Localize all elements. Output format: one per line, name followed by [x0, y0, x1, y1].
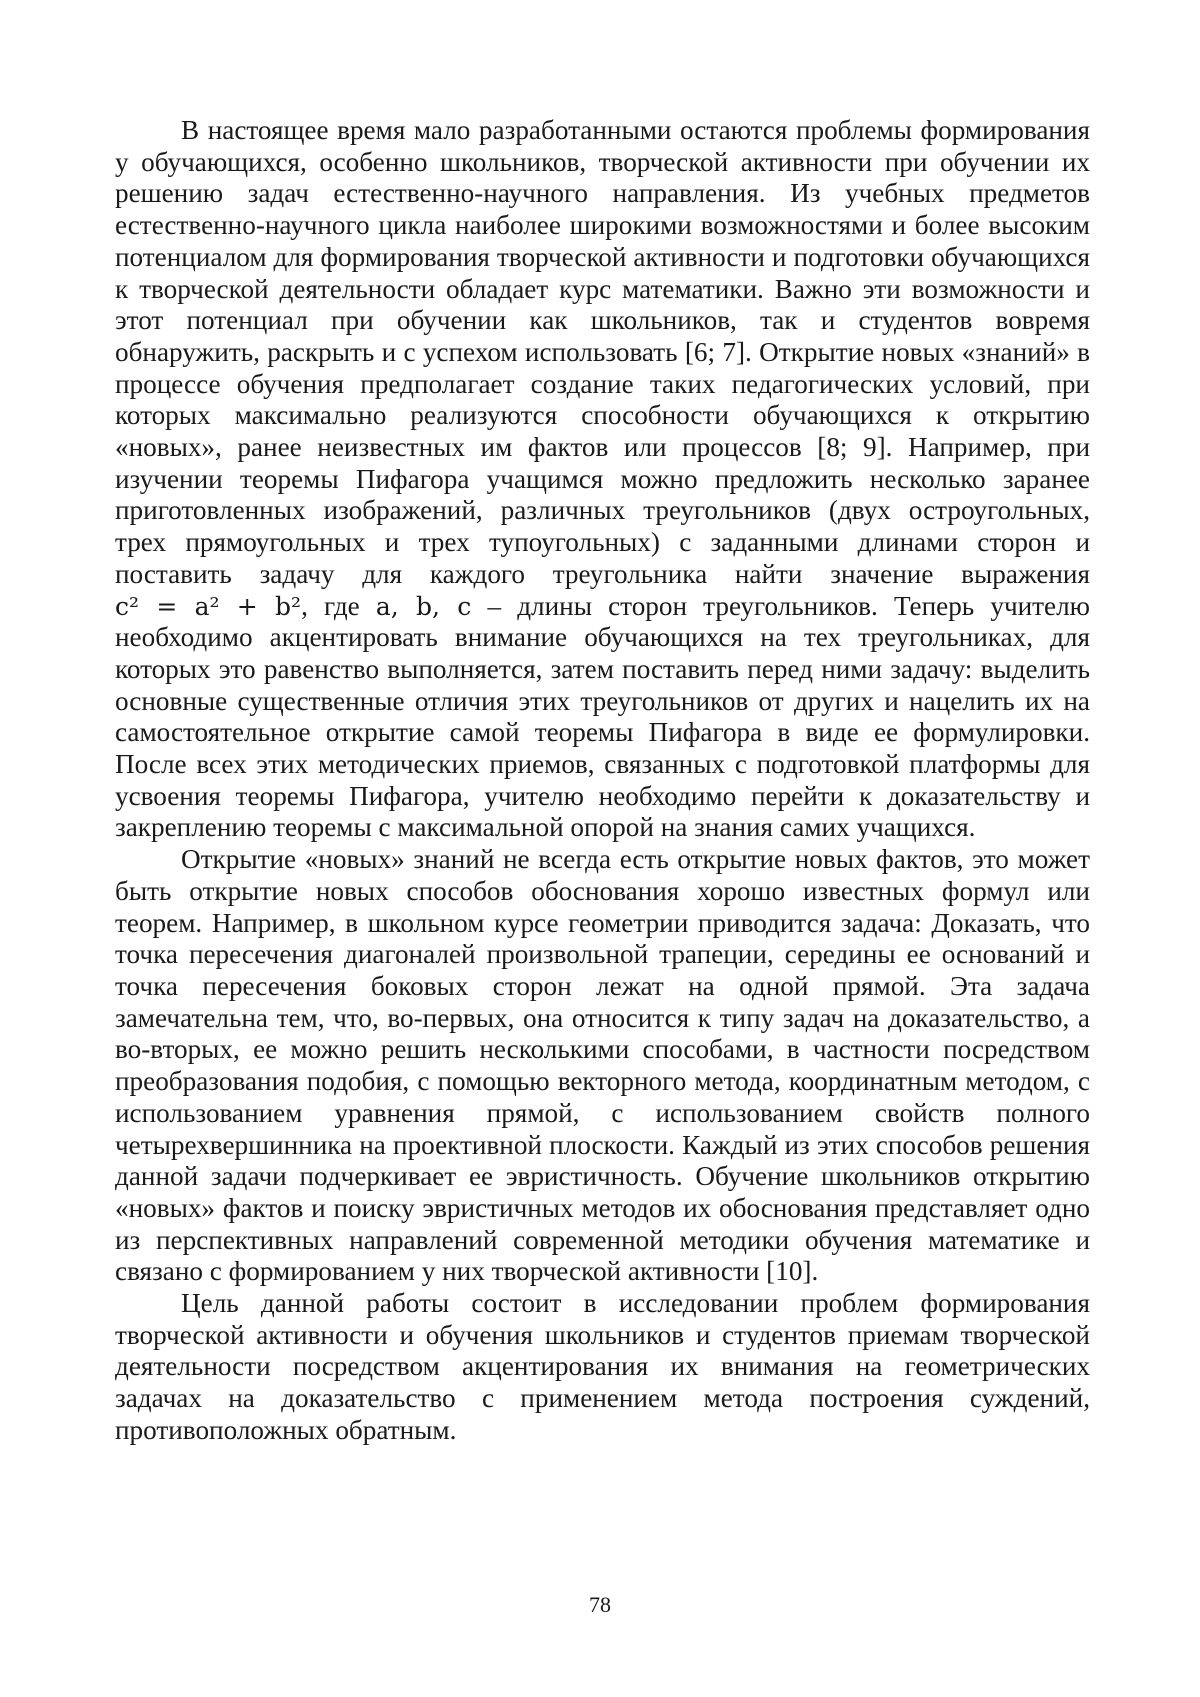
paragraph-1-part-2: , где — [301, 590, 360, 621]
formula-variables: a, b, c — [375, 591, 472, 621]
paragraph-1-part-1: В настоящее время мало разработанными остаются проблемы формирования у обучающихся, особенно школьников, творческой активности при обучении их решению задач естественно-научного направления. Из учебных предметов естественно-научного цикла наиболее широкими возможностями и более высоким потенциалом для формирования творческой активности и подготовки обучающихся к творческой деятельности обладает курс математики. Важно эти возможности и этот потенциал при обучении как школьников, так и студентов вовремя обнаружить, раскрыть и с успехом использовать [6; 7]. Открытие новых «знаний» в процессе обучения предполагает создание таких педагогических условий, при которых максимально реализуются способности обучающихся к открытию «новых», ранее неизвестных им фактов или процессов [8; 9]. Например, при изучении теоремы Пифагора учащимся можно предложить несколько заранее приготовленных изображений, различных треугольников (двух остроугольных, трех прямоугольных и трех тупоугольных) с заданными длинами сторон и поставить задачу для каждого треугольника найти значение выражения — [115, 115, 1090, 589]
body-text — [115, 115, 1090, 1447]
formula-pythagoras: c² = a² + b² — [115, 591, 302, 621]
paragraph-1-part-3: – длины сторон треугольников. Теперь учителю необходимо акцентировать внимание обучающихся на тех треугольниках, для которых это равенство выполняется, затем поставить перед ними задачу: выделить основные существенные отличия этих треугольников от других и нацелить их на самостоятельное открытие самой теоремы Пифагора в виде ее формулировки. После всех этих методических приемов, связанных с подготовкой платформы для усвоения теоремы Пифагора, учителю необходимо перейти к доказательству и закреплению теоремы с максимальной опорой на знания самих учащихся. — [115, 590, 1090, 843]
page-number: 78 — [589, 1592, 611, 1617]
paragraph-3: Цель данной работы состоит в исследовании проблем формирования творческой активности и обучения школьников и студентов приемам творческой деятельности посредством акцентирования их внимания на геометрических задачах на доказательство с применением метода построения суждений, противоположных обратным. — [115, 1288, 1090, 1445]
paragraph-1 — [115, 115, 1090, 844]
paragraph-2: Открытие «новых» знаний не всегда есть открытие новых фактов, это может быть открытие новых способов обоснования хорошо известных формул или теорем. Например, в школьном курсе геометрии приводится задача: Доказать, что точка пересечения диагоналей произвольной трапеции, середины ее оснований и точка пересечения боковых сторон лежат на одной прямой. Эта задача замечательна тем, что, во-первых, она относится к типу задач на доказательство, а во-вторых, ее можно решить несколькими способами, в частности посредством преобразования подобия, с помощью векторного метода, координатным методом, с использованием уравнения прямой, с использованием свойств полного четырехвершинника на проективной плоскости. Каждый из этих способов решения данной задачи подчеркивает ее эвристичность. Обучение школьников открытию «новых» фактов и поиску эвристичных методов их обоснования представляет одно из перспективных направлений современной методики обучения математике и связано с формированием у них творческой активности [10]. — [115, 844, 1090, 1287]
